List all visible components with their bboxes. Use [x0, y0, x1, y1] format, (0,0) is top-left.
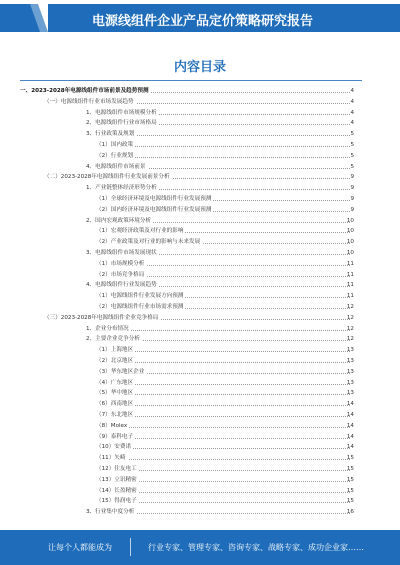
toc-entry-page: 4: [350, 98, 354, 105]
toc-entry-label: 一、2023-2028年电源线组件市场前景及趋势预测: [20, 86, 151, 97]
toc-entry-label: （8）Molex: [96, 421, 129, 432]
toc-entry-label: （1）宏观经济政策及对行业的影响: [96, 226, 185, 237]
toc-entry-page: 15: [346, 498, 354, 505]
toc-leader-dots: [96, 459, 350, 460]
toc-entry-label: （2）国内经济环境及电源线组件行业发展预测: [96, 205, 213, 216]
toc-entry-label: 1、电源线组件市场规模分析: [86, 108, 159, 119]
toc-entry[interactable]: [0, 205, 400, 216]
toc-entry-label: 3、行业集中度分析: [86, 507, 136, 518]
toc-entry-page: 12: [346, 314, 354, 321]
toc-entry-page: 12: [346, 336, 354, 343]
toc-entry-label: （12）住友电工: [96, 464, 139, 475]
toc-entry-label: （4）广东地区: [96, 378, 135, 389]
toc-entry[interactable]: [0, 496, 400, 507]
toc-entry[interactable]: [0, 129, 400, 140]
toc-entry-page: 5: [350, 152, 354, 159]
toc-entry-page: 5: [350, 131, 354, 138]
toc-entry[interactable]: [0, 345, 400, 356]
toc-entry-page: 9: [350, 185, 354, 192]
toc-entry-label: （6）西南地区: [96, 399, 135, 410]
report-title: 电源线组件企业产品定价策略研究报告: [92, 14, 314, 29]
toc-entry-page: 14: [346, 412, 354, 418]
toc-entry-label: （3）华东地区企业: [96, 367, 146, 378]
toc-entry[interactable]: [0, 302, 400, 313]
toc-entry-page: 11: [346, 293, 354, 300]
toc-entry-page: 10: [346, 250, 354, 256]
toc-entry-page: 11: [346, 260, 354, 267]
toc-entry[interactable]: [0, 507, 400, 518]
toc-entry[interactable]: [0, 378, 400, 389]
toc-entry[interactable]: [0, 313, 400, 324]
toc-entry-label: （2）产业政策及对行业的影响与未来发展: [96, 237, 202, 248]
toc-entry-page: 4: [350, 88, 354, 94]
toc-entry[interactable]: [0, 464, 400, 475]
toc-entry-label: （2）行业规划: [96, 151, 135, 162]
toc-entry[interactable]: [0, 216, 400, 227]
toc-entry-label: 4、电源线组件市场前景: [86, 162, 148, 173]
toc-entry[interactable]: [0, 388, 400, 399]
toc-entry-page: 4: [350, 109, 354, 116]
toc-entry-label: （二）2023-2028年电源线组件行业发展前景分析: [44, 172, 172, 183]
toc-entry-page: 10: [346, 228, 354, 235]
toc-entry-page: 9: [350, 196, 354, 202]
toc-entry[interactable]: [0, 442, 400, 453]
toc-entry[interactable]: [0, 140, 400, 151]
toc-entry[interactable]: [0, 118, 400, 129]
toc-entry-page: 15: [346, 487, 354, 494]
toc-divider: [20, 80, 362, 81]
toc-entry-page: 4: [350, 120, 354, 127]
toc-entry-page: 9: [350, 206, 354, 213]
toc-entry-label: （三）2023-2028年电源线组件企业竞争格局: [44, 313, 160, 324]
toc-entry-label: （一）电源线组件行业市场发展趋势: [44, 97, 136, 108]
toc-entry-label: （7）东北地区: [96, 410, 135, 421]
toc-entry-label: （1）上海地区: [96, 345, 135, 356]
toc-entry-page: 14: [346, 433, 354, 440]
toc-entry-page: 12: [346, 304, 354, 310]
toc-entry[interactable]: [0, 399, 400, 410]
toc-entry-label: （1）国内政策: [96, 140, 135, 151]
toc-entry-label: （2）市场竞争格局: [96, 270, 146, 281]
toc-entry[interactable]: [0, 453, 400, 464]
toc-entry[interactable]: [0, 108, 400, 119]
toc-heading: 内容目录: [173, 60, 226, 75]
toc-entry[interactable]: [0, 475, 400, 486]
toc-entry[interactable]: [0, 367, 400, 378]
toc-entry[interactable]: [0, 86, 400, 97]
toc-entry[interactable]: [0, 183, 400, 194]
toc-entry[interactable]: [0, 410, 400, 421]
toc-entry-label: （13）立讯精密: [96, 475, 139, 486]
logo-mark: [0, 0, 48, 32]
toc-entry-page: 9: [350, 174, 354, 181]
toc-entry-label: （5）华中地区: [96, 388, 135, 399]
footer-tagline: 行业专家、管理专家、咨询专家、战略专家、成功企业家……: [148, 543, 364, 552]
toc-entry-page: 12: [346, 325, 354, 332]
toc-leader-dots: [96, 448, 350, 449]
toc-entry-label: 2、电源线组件行业市场格局: [86, 118, 159, 129]
toc-entry-page: 15: [346, 455, 354, 462]
toc-leader-dots: [96, 427, 350, 428]
toc-entry[interactable]: [0, 226, 400, 237]
toc-entry[interactable]: [0, 162, 400, 173]
toc-entry[interactable]: [0, 248, 400, 259]
toc-entry-page: 15: [346, 466, 354, 472]
toc-entry-label: （1）全球经济环境及电源线组件行业发展预测: [96, 194, 213, 205]
toc-entry[interactable]: [0, 334, 400, 345]
toc-entry[interactable]: [0, 194, 400, 205]
toc-entry-label: 4、电源线组件行业发展趋势: [86, 280, 159, 291]
toc-entry-page: 10: [346, 239, 354, 246]
footer-slogan: 让每个人都能成为: [48, 543, 112, 552]
toc-entry-page: 14: [346, 444, 354, 451]
toc-entry-label: （9）泰科电子: [96, 432, 135, 443]
toc-entry[interactable]: [0, 151, 400, 162]
toc-entry-page: 11: [346, 271, 354, 278]
toc-entry-page: 14: [346, 422, 354, 429]
toc-entry-label: 3、电源线组件市场发展现状: [86, 248, 159, 259]
toc-entry-label: （1）电源线组件行业发展方向预测: [96, 291, 185, 302]
toc-entry-page: 15: [346, 476, 354, 483]
toc-entry-label: （10）安费诺: [96, 442, 133, 453]
toc-entry-label: （2）电源线组件行业市场需求预测: [96, 302, 185, 313]
toc-entry-page: 13: [346, 379, 354, 386]
toc-entry[interactable]: [0, 421, 400, 432]
toc-entry-label: （14）长盈精密: [96, 486, 139, 497]
toc-entry-label: （1）市场规模分析: [96, 259, 146, 270]
toc-entry-page: 13: [346, 347, 354, 354]
toc-entry[interactable]: [0, 270, 400, 281]
toc-entry-page: 14: [346, 401, 354, 408]
toc-entry-page: 13: [346, 390, 354, 397]
toc-entry-label: 2、主要企业竞争分析: [86, 334, 142, 345]
toc-entry[interactable]: [0, 280, 400, 291]
footer-divider: [130, 538, 131, 556]
toc-entry[interactable]: [0, 291, 400, 302]
toc-entry-label: 1、产业链整体经济形势分析: [86, 183, 159, 194]
toc-entry[interactable]: [0, 324, 400, 335]
toc-entry-page: 13: [346, 368, 354, 375]
toc-entry-label: 3、行业政策及规划: [86, 129, 136, 140]
toc-entry-page: 13: [346, 358, 354, 364]
toc-entry-page: 16: [346, 509, 354, 516]
toc-entry-label: 1、企业分布情况: [86, 324, 131, 335]
toc-entry-label: 2、国内宏观政策环境分析: [86, 216, 153, 227]
toc-entry[interactable]: [0, 432, 400, 443]
toc-entry[interactable]: [0, 237, 400, 248]
toc-entry[interactable]: [0, 259, 400, 270]
toc-entry-label: （11）矢崎: [96, 453, 128, 464]
footer: [0, 530, 400, 565]
toc-entry-page: 11: [346, 282, 354, 289]
toc-entry-label: （15）得润电子: [96, 496, 139, 507]
toc-entry-label: （2）北京地区: [96, 356, 135, 367]
toc-entry[interactable]: [0, 486, 400, 497]
toc-entry-page: 10: [346, 217, 354, 224]
header: [0, 0, 400, 32]
toc-entry-page: 5: [350, 142, 354, 148]
toc-entry[interactable]: [0, 356, 400, 367]
toc-entry[interactable]: [0, 97, 400, 108]
toc-entry-page: 5: [350, 163, 354, 170]
toc-entry[interactable]: [0, 172, 400, 183]
